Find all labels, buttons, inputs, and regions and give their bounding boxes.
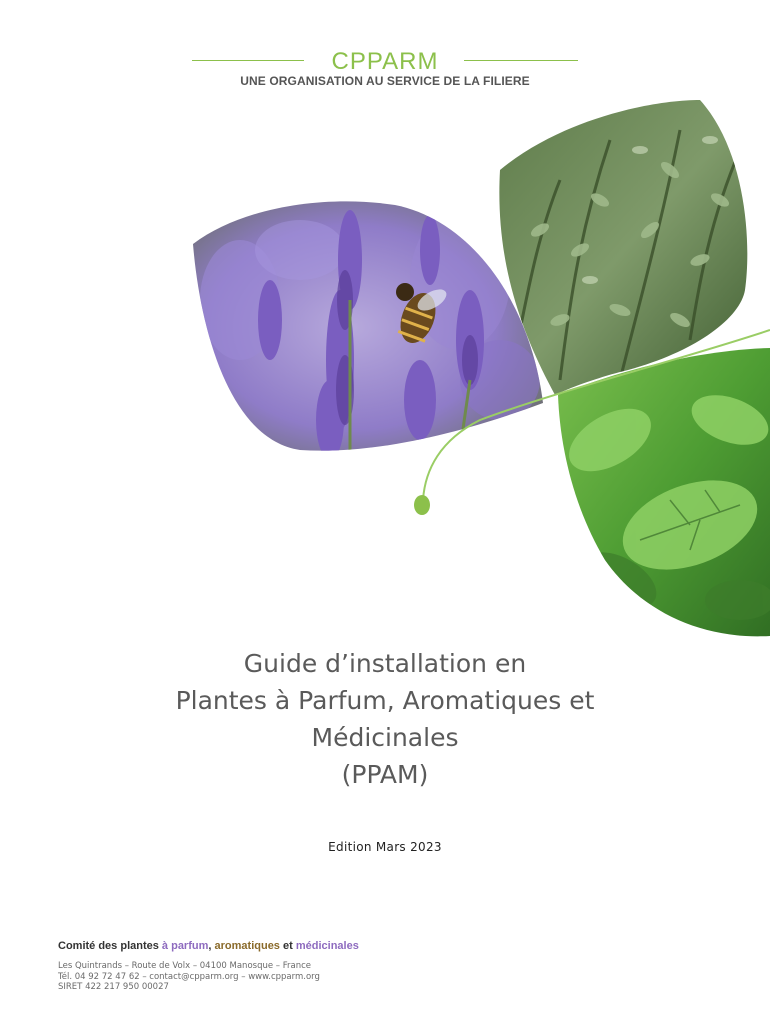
footer [58,940,738,993]
edition-date: Edition Mars 2023 [328,840,442,854]
title-line-1: Guide d’installation en [243,649,527,678]
title-line-2: Plantes à Parfum, Aromatiques et [175,686,595,715]
org-sep-2: et [279,940,296,952]
brand-logo-text: CPPARM [331,48,439,75]
title-line-3: Médicinales [311,723,459,752]
org-word-parfum: à parfum [161,940,209,952]
org-sep-1: , [208,940,215,952]
org-word-aromatiques: aromatiques [214,940,280,952]
organization-name [58,940,738,952]
title-line-4: (PPAM) [341,760,429,789]
document-title [0,645,770,793]
tagline: UNE ORGANISATION AU SERVICE DE LA FILIERE [240,74,530,88]
lavender-photo [185,195,555,460]
org-word-medicinales: médicinales [295,940,359,952]
org-prefix: Comité des plantes [58,940,162,952]
footer-contact: Tél. 04 92 72 47 62 – contact@cpparm.org – www.cpparm.org [58,971,320,982]
footer-address: Les Quintrands – Route de Volx – 04100 Manosque – France [58,961,312,971]
footer-siret: SIRET 422 217 950 00027 [58,982,169,992]
